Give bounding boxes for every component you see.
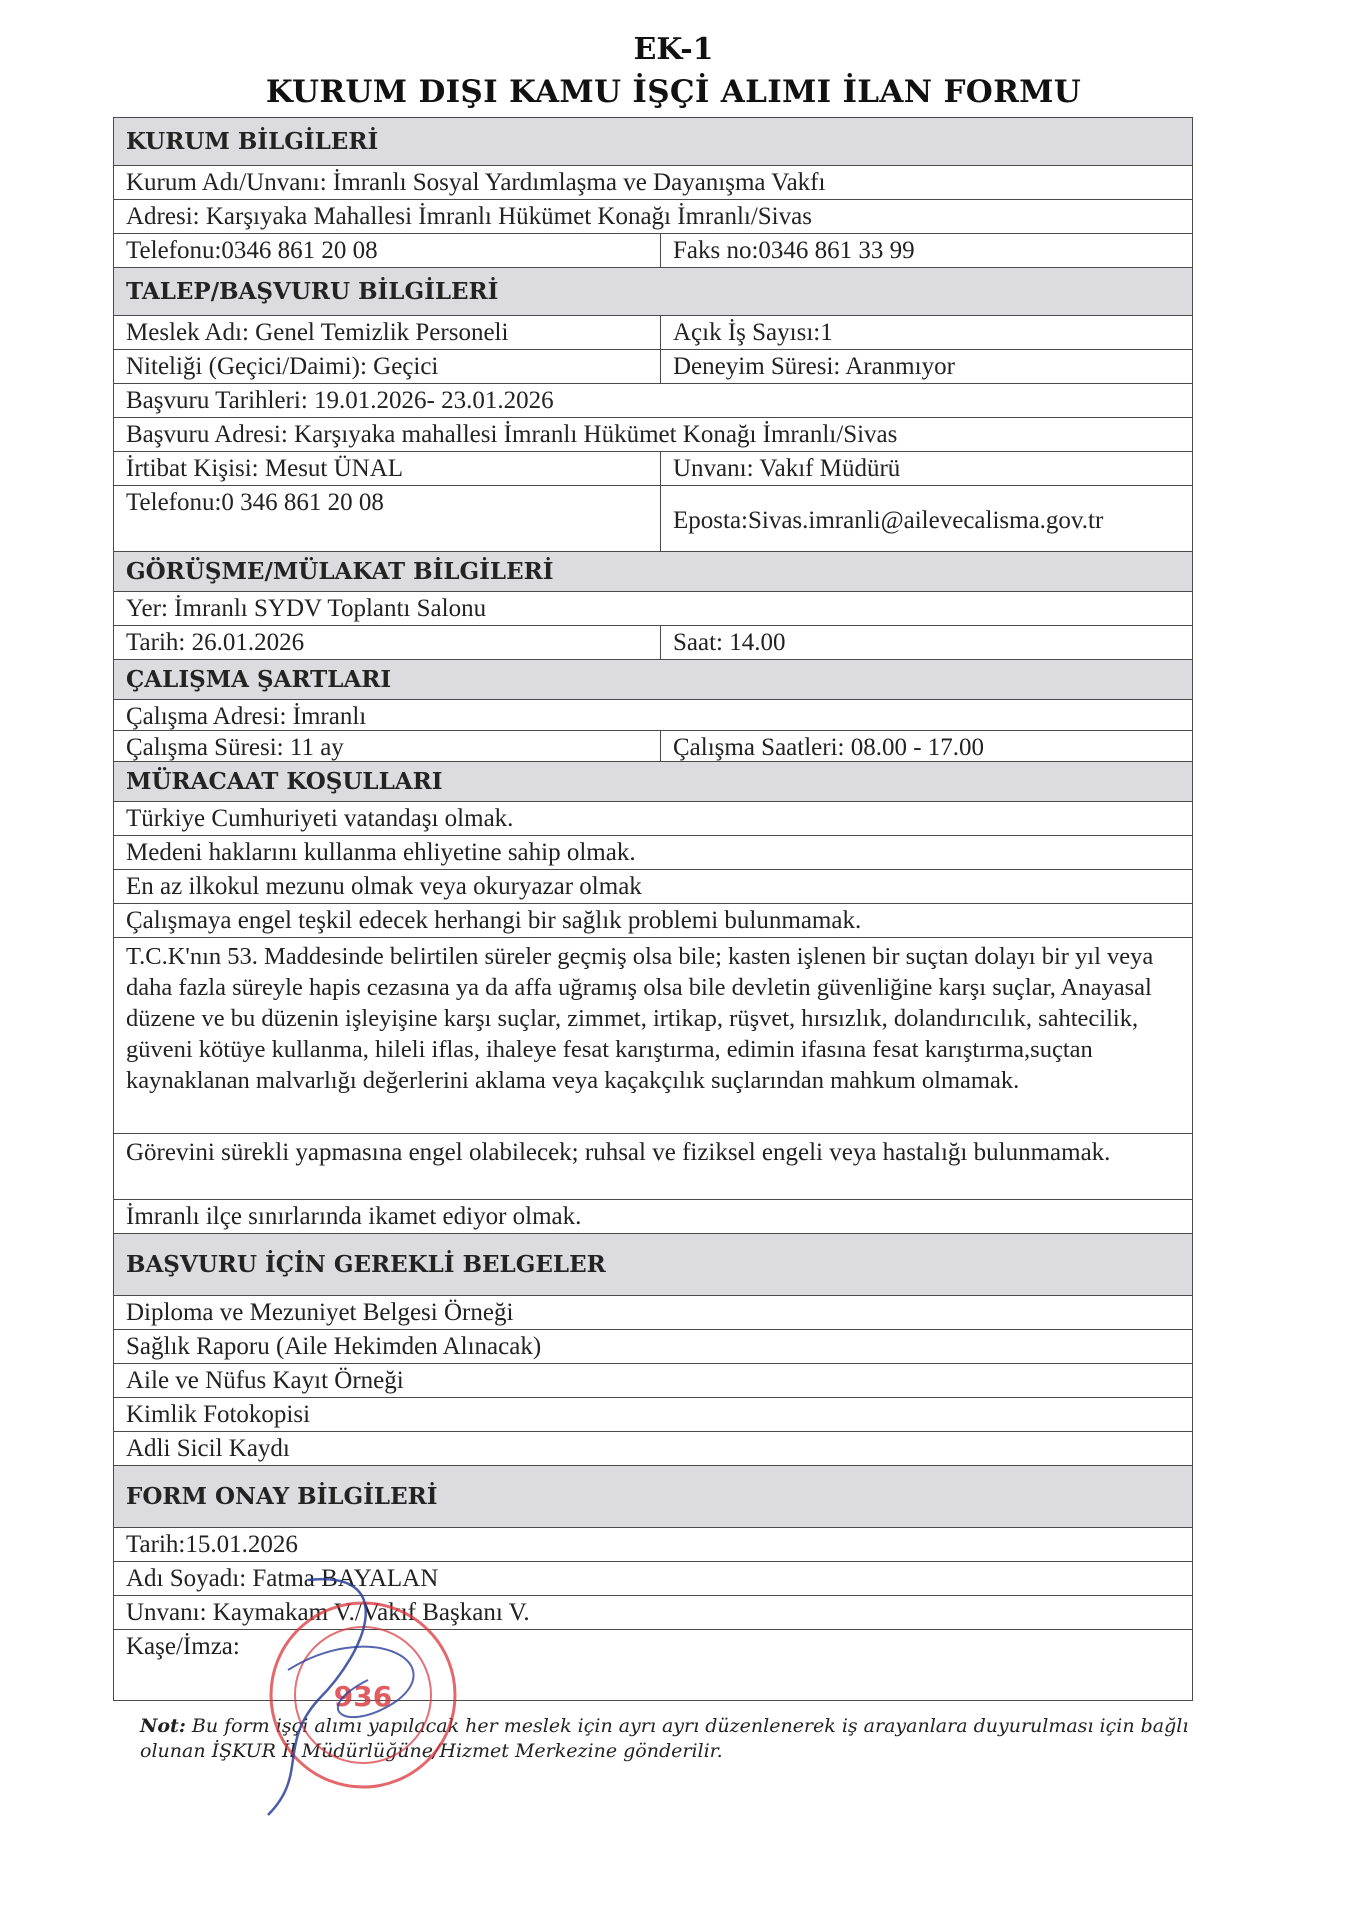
talep-dates: Başvuru Tarihleri: 19.01.2026- 23.01.2026: [126, 387, 554, 414]
row-gorusme-place: [114, 592, 1192, 626]
list-item: [114, 1398, 1192, 1432]
list-item: [114, 836, 1192, 870]
note-label: Not:: [140, 1715, 186, 1737]
row-calisma-duration: [114, 731, 1192, 762]
section-talep-heading: TALEP/BAŞVURU BİLGİLERİ: [126, 278, 499, 305]
list-item: [114, 1134, 1192, 1200]
talep-contact: İrtibat Kişisi: Mesut ÜNAL: [114, 452, 661, 485]
condition-text: Görevini sürekli yapmasına engel olabilecek; ruhsal ve fiziksel engeli veya hastalığı bulunmamak.: [126, 1139, 1111, 1166]
onay-stamp-label: Kaşe/İmza:: [126, 1633, 240, 1660]
row-talep-dates: [114, 384, 1192, 418]
talep-openings: Açık İş Sayısı:1: [673, 319, 833, 346]
section-gorusme-heading: GÖRÜŞME/MÜLAKAT BİLGİLERİ: [126, 558, 554, 585]
row-gorusme-date: [114, 626, 1192, 660]
list-item: [114, 802, 1192, 836]
onay-name: Adı Soyadı: Fatma BAYALAN: [126, 1565, 439, 1592]
list-item: [114, 1330, 1192, 1364]
list-item: [114, 904, 1192, 938]
condition-text: En az ilkokul mezunu olmak veya okuryazar olmak: [126, 873, 642, 900]
section-onay-heading: FORM ONAY BİLGİLERİ: [126, 1483, 438, 1510]
calisma-address: Çalışma Adresi: İmranlı: [126, 703, 367, 730]
condition-text: T.C.K'nın 53. Maddesinde belirtilen süreler geçmiş olsa bile; kasten işlenen bir suçtan dolayı bir yıl veya daha fazla süreyle hapis cezasına ya da affa uğramış olsa bile devletin güvenliğine karşı suçlar, Anayasal düzene ve bu düzenin işleyişine karşı suçlar, zimmet, irtikap, rüşvet, hırsızlık, dolandırıcılık, sahtecilik, güveni kötüye kullanma, hileli iflas, ihaleye fesat karıştırma, edimin ifasına fesat karıştırma,suçtan kaynaklanan malvarlığı değerlerini aklama veya kaçakçılık suçlarından mahkum olmamak.: [126, 943, 1154, 1094]
onay-title: Unvanı: Kaymakam V./Vakıf Başkanı V.: [126, 1599, 530, 1626]
row-kurum-name: [114, 166, 1192, 200]
document-text: Aile ve Nüfus Kayıt Örneği: [126, 1367, 404, 1394]
talep-contact-phone: Telefonu:0 346 861 20 08: [114, 486, 661, 551]
note-text: Bu form işçi alımı yapılacak her meslek için ayrı ayrı düzenlenerek iş arayanlara duyurulması için bağlı olunan İŞKUR İl Müdürlüğüne/Hizmet Merkezine gönderilir.: [140, 1715, 1189, 1762]
row-talep-contact: [114, 452, 1192, 486]
section-belgeler-heading: BAŞVURU İÇİN GEREKLİ BELGELER: [126, 1251, 606, 1278]
calisma-hours: Çalışma Saatleri: 08.00 - 17.00: [673, 734, 985, 761]
section-gorusme: [114, 552, 1192, 592]
condition-text: Medeni haklarını kullanma ehliyetine sahip olmak.: [126, 839, 636, 866]
kurum-phone: Telefonu:0346 861 20 08: [114, 234, 661, 267]
talep-contact-title: Unvanı: Vakıf Müdürü: [673, 455, 901, 482]
gorusme-time: Saat: 14.00: [673, 629, 786, 656]
row-talep-phone-email: [114, 486, 1192, 552]
row-onay-date: [114, 1528, 1192, 1562]
talep-experience: Deneyim Süresi: Aranmıyor: [673, 353, 955, 380]
section-onay: [114, 1466, 1192, 1528]
form-title: KURUM DIŞI KAMU İŞÇİ ALIMI İLAN FORMU: [265, 74, 1082, 110]
section-muracaat: [114, 762, 1192, 802]
list-item: [114, 870, 1192, 904]
list-item: [114, 1432, 1192, 1466]
gorusme-date: Tarih: 26.01.2026: [114, 626, 661, 659]
document-text: Diploma ve Mezuniyet Belgesi Örneği: [126, 1299, 514, 1326]
document-text: Sağlık Raporu (Aile Hekimden Alınacak): [126, 1333, 542, 1360]
gorusme-place: Yer: İmranlı SYDV Toplantı Salonu: [126, 595, 487, 622]
talep-profession: Meslek Adı: Genel Temizlik Personeli: [114, 316, 661, 349]
row-talep-profession: [114, 316, 1192, 350]
annex-label: EK-1: [633, 32, 714, 67]
section-belgeler: [114, 1234, 1192, 1296]
condition-text: Türkiye Cumhuriyeti vatandaşı olmak.: [126, 805, 514, 832]
calisma-duration: Çalışma Süresi: 11 ay: [114, 731, 661, 761]
official-stamp-icon: [248, 1560, 488, 1830]
section-talep: [114, 268, 1192, 316]
section-calisma-heading: ÇALIŞMA ŞARTLARI: [126, 666, 392, 693]
condition-text: Çalışmaya engel teşkil edecek herhangi bir sağlık problemi bulunmamak.: [126, 907, 862, 934]
kurum-name: Kurum Adı/Unvanı: İmranlı Sosyal Yardımlaşma ve Dayanışma Vakfı: [126, 169, 826, 196]
kurum-address: Adresi: Karşıyaka Mahallesi İmranlı Hükümet Konağı İmranlı/Sivas: [126, 203, 812, 230]
row-kurum-contact: [114, 234, 1192, 268]
stamp-number: 936: [333, 1680, 393, 1713]
row-calisma-address: [114, 700, 1192, 731]
condition-text: İmranlı ilçe sınırlarında ikamet ediyor olmak.: [126, 1203, 582, 1230]
section-kurum-heading: KURUM BİLGİLERİ: [126, 128, 379, 155]
application-form-table: [113, 117, 1193, 1701]
talep-email: Eposta:Sivas.imranli@ailevecalisma.gov.tr: [673, 507, 1104, 534]
list-item: [114, 1296, 1192, 1330]
row-kurum-address: [114, 200, 1192, 234]
list-item: [114, 1364, 1192, 1398]
list-item: [114, 938, 1192, 1134]
section-kurum: [114, 118, 1192, 166]
document-text: Kimlik Fotokopisi: [126, 1401, 311, 1428]
document-text: Adli Sicil Kaydı: [126, 1435, 290, 1462]
talep-address: Başvuru Adresi: Karşıyaka mahallesi İmranlı Hükümet Konağı İmranlı/Sivas: [126, 421, 898, 448]
talep-nature: Niteliği (Geçici/Daimi): Geçici: [114, 350, 661, 383]
list-item: [114, 1200, 1192, 1234]
section-muracaat-heading: MÜRACAAT KOŞULLARI: [126, 768, 443, 795]
section-calisma: [114, 660, 1192, 700]
kurum-fax: Faks no:0346 861 33 99: [673, 237, 915, 264]
onay-date: Tarih:15.01.2026: [126, 1531, 298, 1558]
row-talep-nature: [114, 350, 1192, 384]
row-talep-address: [114, 418, 1192, 452]
